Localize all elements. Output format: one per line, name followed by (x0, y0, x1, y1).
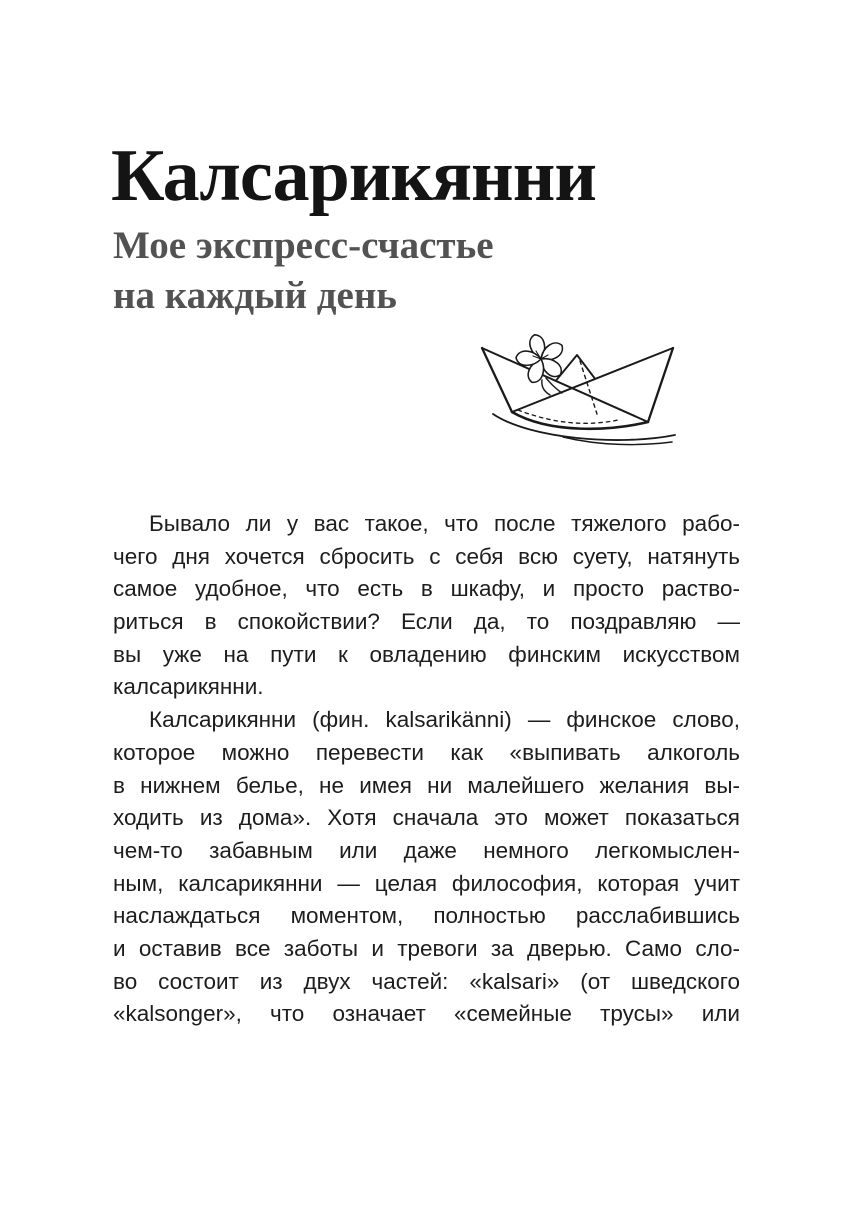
chapter-subtitle-line: Мое экспресс-счастье (113, 224, 494, 267)
text-line: во состоит из двух частей: «kalsari» (от шведского (113, 968, 740, 994)
text-line: наслаждаться моментом, полностью расслабившись (113, 903, 740, 929)
chapter-subtitle (113, 221, 494, 321)
text-line: ным, калсарикянни — целая философия, которая учит (113, 870, 740, 896)
text-line: самое удобное, что есть в шкафу, и просто раство- (113, 576, 740, 602)
text-line: калсарикянни. (113, 674, 264, 700)
chapter-subtitle-line: на каждый день (113, 274, 397, 317)
text-line: чего дня хочется сбросить с себя всю суету, натянуть (113, 543, 740, 569)
chapter-title: Калсарикянни (111, 135, 596, 217)
paper-boat-illustration (470, 330, 700, 458)
text-line: Бывало ли у вас такое, что после тяжелого рабо- (149, 511, 740, 536)
text-line: риться в спокойствии? Если да, то поздравляю — (113, 609, 740, 635)
text-line: которое можно перевести как «выпивать алкоголь (113, 739, 740, 765)
text-line: в нижнем белье, не имея ни малейшего желания вы- (113, 772, 740, 798)
text-line: и оставив все заботы и тревоги за дверью. Само сло- (113, 935, 740, 961)
text-line: Калсарикянни (фин. kalsarikänni) — финское слово, (149, 707, 740, 733)
paper-boat-flower-drawing (470, 330, 700, 458)
text-line: «kalsonger», что означает «семейные трусы» или (113, 1001, 740, 1027)
text-line: вы уже на пути к овладению финским искусством (113, 641, 740, 667)
body-text (113, 508, 740, 1031)
text-line: чем-то забавным или даже немного легкомыслен- (113, 837, 740, 863)
text-line: ходить из дома». Хотя сначала это может показаться (113, 805, 740, 831)
